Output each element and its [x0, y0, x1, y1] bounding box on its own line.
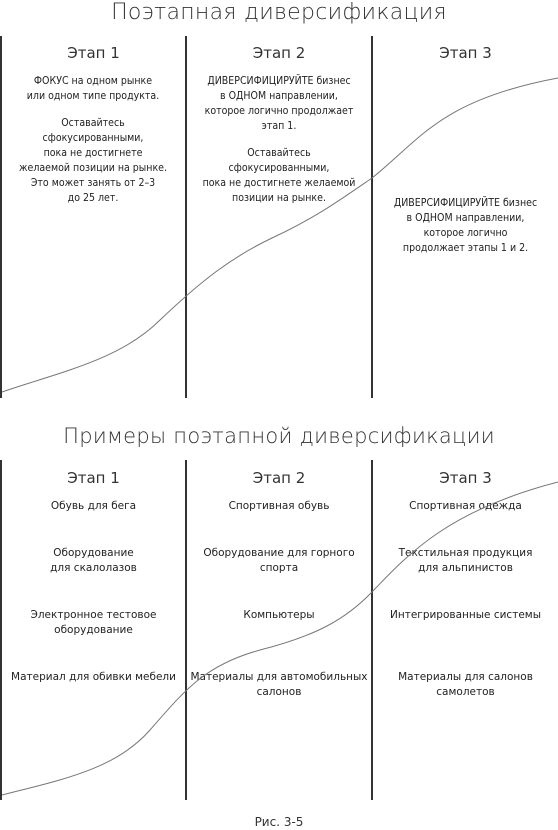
- example-stage-1-item-2: Оборудование для скалолазов: [50, 547, 137, 574]
- example-stage-3-item-1: Спортивная одежда: [409, 500, 522, 512]
- top-stage-3-paragraph-1: ДИВЕРСИФИЦИРУЙТЕ бизнес в ОДНОМ направлении, которое логично продолжает этапы 1 и 2.: [393, 197, 538, 254]
- example-stage-1-item-3: Электронное тестовое оборудование: [30, 609, 157, 636]
- bottom-title: Примеры поэтапной диверсификации: [63, 424, 495, 448]
- top-stage-1-label: Этап 1: [67, 44, 120, 62]
- top-stage-1-paragraph-1: ФОКУС на одном рынке или одном типе продукта.: [26, 75, 160, 102]
- example-stage-3-item-4: Материалы для салонов самолетов: [398, 671, 533, 698]
- example-stage-2-item-4: Материалы для автомобильных салонов: [190, 671, 368, 698]
- bottom-stage-1-label: Этап 1: [67, 469, 120, 487]
- bottom-growth-curve: [2, 482, 558, 795]
- figure-caption: Рис. 3-5: [254, 815, 304, 829]
- example-stage-3-item-2: Текстильная продукция для альпинистов: [398, 547, 533, 574]
- example-stage-1-item-1: Обувь для бега: [50, 500, 137, 512]
- top-stage-2-paragraph-1: ДИВЕРСИФИЦИРУЙТЕ бизнес в ОДНОМ направлении, которое логично продолжает этап 1.: [204, 75, 354, 132]
- top-growth-curve: [2, 78, 558, 392]
- example-stage-2-item-1: Спортивная обувь: [228, 500, 330, 512]
- top-stage-1-paragraph-2: Оставайтесь сфокусированными, пока не достигнете желаемой позиции на рынке. Это может занять от 2–3 до 25 лет.: [19, 117, 167, 204]
- top-stage-2-paragraph-2: Оставайтесь сфокусированными, пока не достигнете желаемой позиции на рынке.: [202, 147, 356, 204]
- bottom-stage-2-label: Этап 2: [252, 469, 306, 487]
- example-stage-2-item-2: Оборудование для горного спорта: [203, 547, 355, 574]
- top-title: Поэтапная диверсификация: [111, 0, 447, 25]
- bottom-stage-3-label: Этап 3: [439, 469, 492, 487]
- top-stage-2-label: Этап 2: [252, 44, 306, 62]
- example-stage-1-item-4: Материал для обивки мебели: [11, 671, 176, 683]
- example-stage-2-item-3: Компьютеры: [243, 609, 315, 621]
- top-stage-3-label: Этап 3: [439, 44, 492, 62]
- example-stage-3-item-3: Интегрированные системы: [390, 609, 541, 621]
